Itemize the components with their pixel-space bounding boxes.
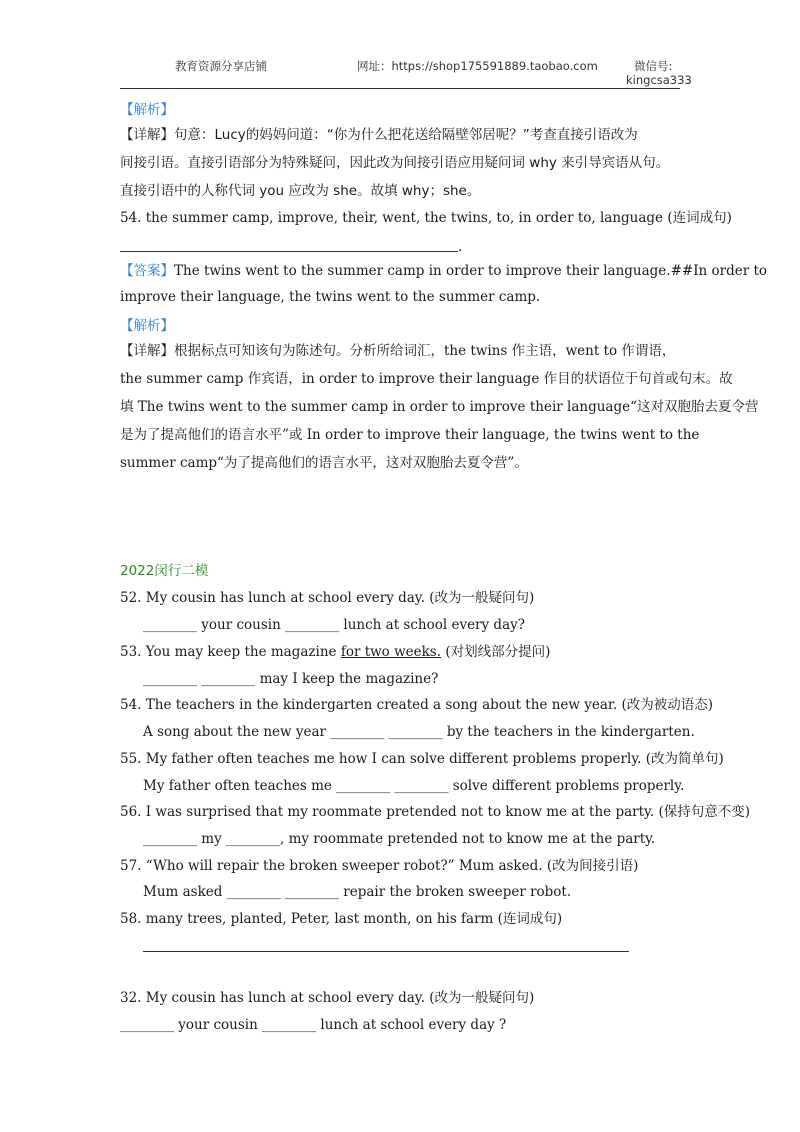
question-55: 55. My father often teaches me how I can solve different problems properly. (改为简单句) bbox=[120, 751, 724, 767]
question-53-answer: ________ ________ may I keep the magazine? bbox=[143, 671, 439, 687]
question-53: 53. You may keep the magazine for two weeks. (对划线部分提问) bbox=[120, 644, 551, 660]
question-52: 52. My cousin has lunch at school every day. (改为一般疑问句) bbox=[120, 590, 535, 606]
detail-line-2: 间接引语。直接引语部分为特殊疑问，因此改为间接引语应用疑问词 why 来引导宾语从句。 bbox=[120, 155, 670, 171]
question-58-answer-line bbox=[143, 951, 629, 952]
question-32: 32. My cousin has lunch at school every day. (改为一般疑问句) bbox=[120, 990, 535, 1006]
detail-tag-2: 【详解】 bbox=[120, 343, 174, 359]
detail2-line-5: summer camp“为了提高他们的语言水平，这对双胞胎去夏令营”。 bbox=[120, 455, 528, 471]
detail-tag: 【详解】 bbox=[120, 127, 174, 143]
question-54-stem: 54. the summer camp, improve, their, went, the twins, to, in order to, language (连词成句) bbox=[120, 210, 732, 226]
answer-blank-line bbox=[120, 251, 458, 252]
question-54: 54. The teachers in the kindergarten created a song about the new year. (改为被动语态) bbox=[120, 697, 713, 713]
url-label: 网址： bbox=[357, 59, 392, 73]
shop-url[interactable] bbox=[357, 58, 598, 74]
wechat-id: kingcsa333 bbox=[626, 73, 692, 87]
detail-line-1: 【详解】句意：Lucy的妈妈问道：“你为什么把花送给隔壁邻居呢？”考查直接引语改为 bbox=[120, 127, 638, 143]
question-57-answer: Mum asked ________ ________ repair the broken sweeper robot. bbox=[143, 884, 572, 900]
question-58: 58. many trees, planted, Peter, last month, on his farm (连词成句) bbox=[120, 911, 563, 927]
detail2-line-2: the summer camp 作宾语，in order to improve their language 作目的状语位于句首或句末。故 bbox=[120, 371, 733, 387]
detail2-line-4: 是为了提高他们的语言水平”或 In order to improve their language, the twins went to the bbox=[120, 427, 700, 443]
url-link[interactable]: https://shop175591889.taobao.com bbox=[391, 59, 598, 73]
answer-blank-end: . bbox=[458, 239, 463, 255]
detail-line-3: 直接引语中的人称代词 you 应改为 she。故填 why；she。 bbox=[120, 183, 481, 199]
section-title: 2022闵行二模 bbox=[120, 563, 209, 579]
question-56-answer: ________ my ________, my roommate pretended not to know me at the party. bbox=[143, 831, 656, 847]
analysis-tag-2: 【解析】 bbox=[120, 318, 174, 334]
question-55-answer: My father often teaches me ________ ________ solve different problems properly. bbox=[143, 778, 685, 794]
detail2-line-1: 【详解】根据标点可知该句为陈述句。分析所给词汇，the twins 作主语，went to 作谓语， bbox=[120, 343, 676, 359]
answer-line-1: 【答案】The twins went to the summer camp in order to improve their language.##In order to bbox=[120, 263, 768, 279]
answer-tag: 【答案】 bbox=[120, 263, 174, 279]
shop-name: 教育资源分享店铺 bbox=[175, 59, 267, 73]
answer-line-2: improve their language, the twins went to the summer camp. bbox=[120, 289, 541, 305]
question-32-answer: ________ your cousin ________ lunch at school every day ? bbox=[120, 1017, 507, 1033]
question-52-answer: ________ your cousin ________ lunch at school every day? bbox=[143, 617, 525, 633]
wechat-label: 微信号: bbox=[634, 59, 673, 73]
analysis-tag: 【解析】 bbox=[120, 102, 174, 118]
detail2-line-3: 填 The twins went to the summer camp in order to improve their language“这对双胞胎去夏令营 bbox=[120, 399, 759, 415]
question-54-answer: A song about the new year ________ ________ by the teachers in the kindergarten. bbox=[143, 724, 695, 740]
question-57: 57. “Who will repair the broken sweeper robot?” Mum asked. (改为间接引语) bbox=[120, 858, 639, 874]
question-56: 56. I was surprised that my roommate pretended not to know me at the party. (保持句意不变) bbox=[120, 804, 750, 820]
underlined-phrase: for two weeks. bbox=[340, 644, 442, 660]
header-rule bbox=[120, 88, 680, 89]
